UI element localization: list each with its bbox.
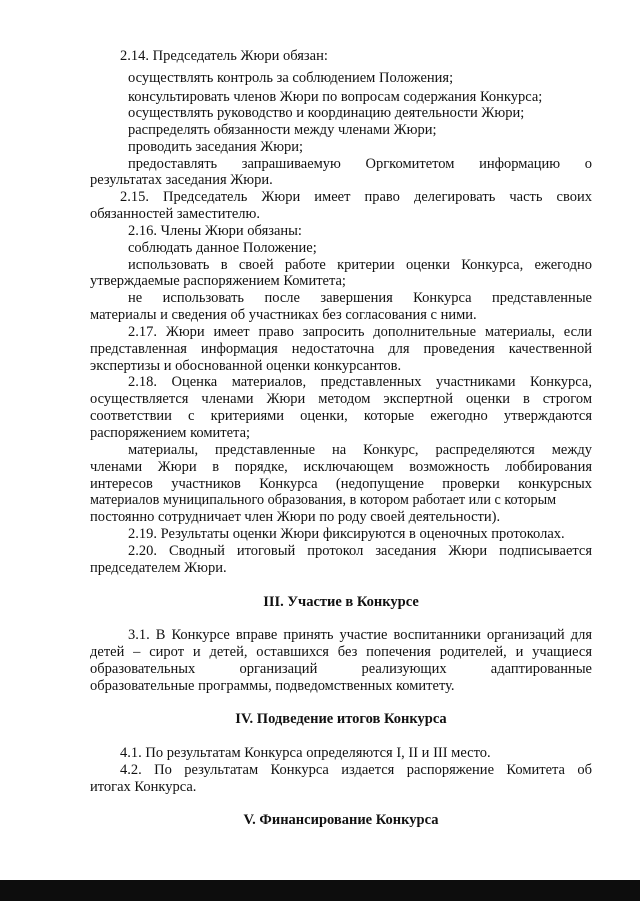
text-line: образовательных организаций реализующих адаптированные: [90, 661, 592, 677]
text-line: материалов муниципального образования, в котором работает или с которым: [90, 492, 557, 508]
text-line: проводить заседания Жюри;: [128, 139, 304, 155]
text-line: соответствии с критериями оценки, которые ежегодно утверждаются: [90, 408, 592, 424]
section-heading: III. Участие в Конкурсе: [263, 594, 419, 610]
text-line: не использовать после завершения Конкурса представленные: [128, 290, 592, 306]
text-line: материалы и сведения об участниках без согласования с ними.: [90, 307, 477, 323]
text-line: представленная информация недостаточна для проведения качественной: [90, 341, 592, 357]
text-line: интересов участников Конкурса (недопущение проверки конкурсных: [90, 476, 592, 492]
text-line: 2.19. Результаты оценки Жюри фиксируются в оценочных протоколах.: [128, 526, 565, 542]
text-line: 2.17. Жюри имеет право запросить дополнительные материалы, если: [128, 324, 592, 340]
text-line: детей – сирот и детей, оставшихся без попечения родителей, и учащиеся: [90, 644, 592, 660]
text-line: председателем Жюри.: [90, 560, 227, 576]
text-line: 4.2. По результатам Конкурса издается распоряжение Комитета об: [120, 762, 592, 778]
text-line: использовать в своей работе критерии оценки Конкурса, ежегодно: [128, 257, 592, 273]
text-line: осуществляется членами Жюри методом экспертной оценки в строгом: [90, 391, 592, 407]
text-line: осуществлять руководство и координацию деятельности Жюри;: [128, 105, 525, 121]
text-line: материалы, представленные на Конкурс, распределяются между: [128, 442, 592, 458]
text-line: образовательные программы, подведомственных комитету.: [90, 678, 455, 694]
section-heading: IV. Подведение итогов Конкурса: [235, 711, 447, 727]
text-line: 2.20. Сводный итоговый протокол заседания Жюри подписывается: [128, 543, 592, 559]
text-line: итогах Конкурса.: [90, 779, 197, 795]
text-line: предоставлять запрашиваемую Оргкомитетом информацию о: [128, 156, 592, 172]
text-line: членами Жюри в порядке, исключающем возможность лоббирования: [90, 459, 592, 475]
text-line: 2.18. Оценка материалов, представленных участниками Конкурса,: [128, 374, 592, 390]
section-heading: V. Финансирование Конкурса: [243, 812, 439, 828]
text-line: экспертизы и обоснованной оценки конкурсантов.: [90, 358, 402, 374]
text-line: 3.1. В Конкурсе вправе принять участие воспитанники организаций для: [128, 627, 592, 643]
text-line: результатах заседания Жюри.: [90, 172, 273, 188]
scan-edge-bar: [0, 880, 640, 901]
text-line: распоряжением комитета;: [90, 425, 251, 441]
text-line: 2.16. Члены Жюри обязаны:: [128, 223, 302, 239]
text-line: осуществлять контроль за соблюдением Положения;: [128, 70, 454, 86]
text-line: 2.14. Председатель Жюри обязан:: [120, 48, 328, 64]
text-line: постоянно сотрудничает член Жюри по роду своей деятельности).: [90, 509, 501, 525]
text-line: распределять обязанности между членами Жюри;: [128, 122, 437, 138]
text-line: 4.1. По результатам Конкурса определяются I, II и III место.: [120, 745, 491, 761]
text-line: соблюдать данное Положение;: [128, 240, 317, 256]
text-line: консультировать членов Жюри по вопросам содержания Конкурса;: [128, 89, 543, 105]
text-line: 2.15. Председатель Жюри имеет право делегировать часть своих: [120, 189, 592, 205]
text-line: обязанностей заместителю.: [90, 206, 260, 222]
text-line: утверждаемые распоряжением Комитета;: [90, 273, 346, 289]
